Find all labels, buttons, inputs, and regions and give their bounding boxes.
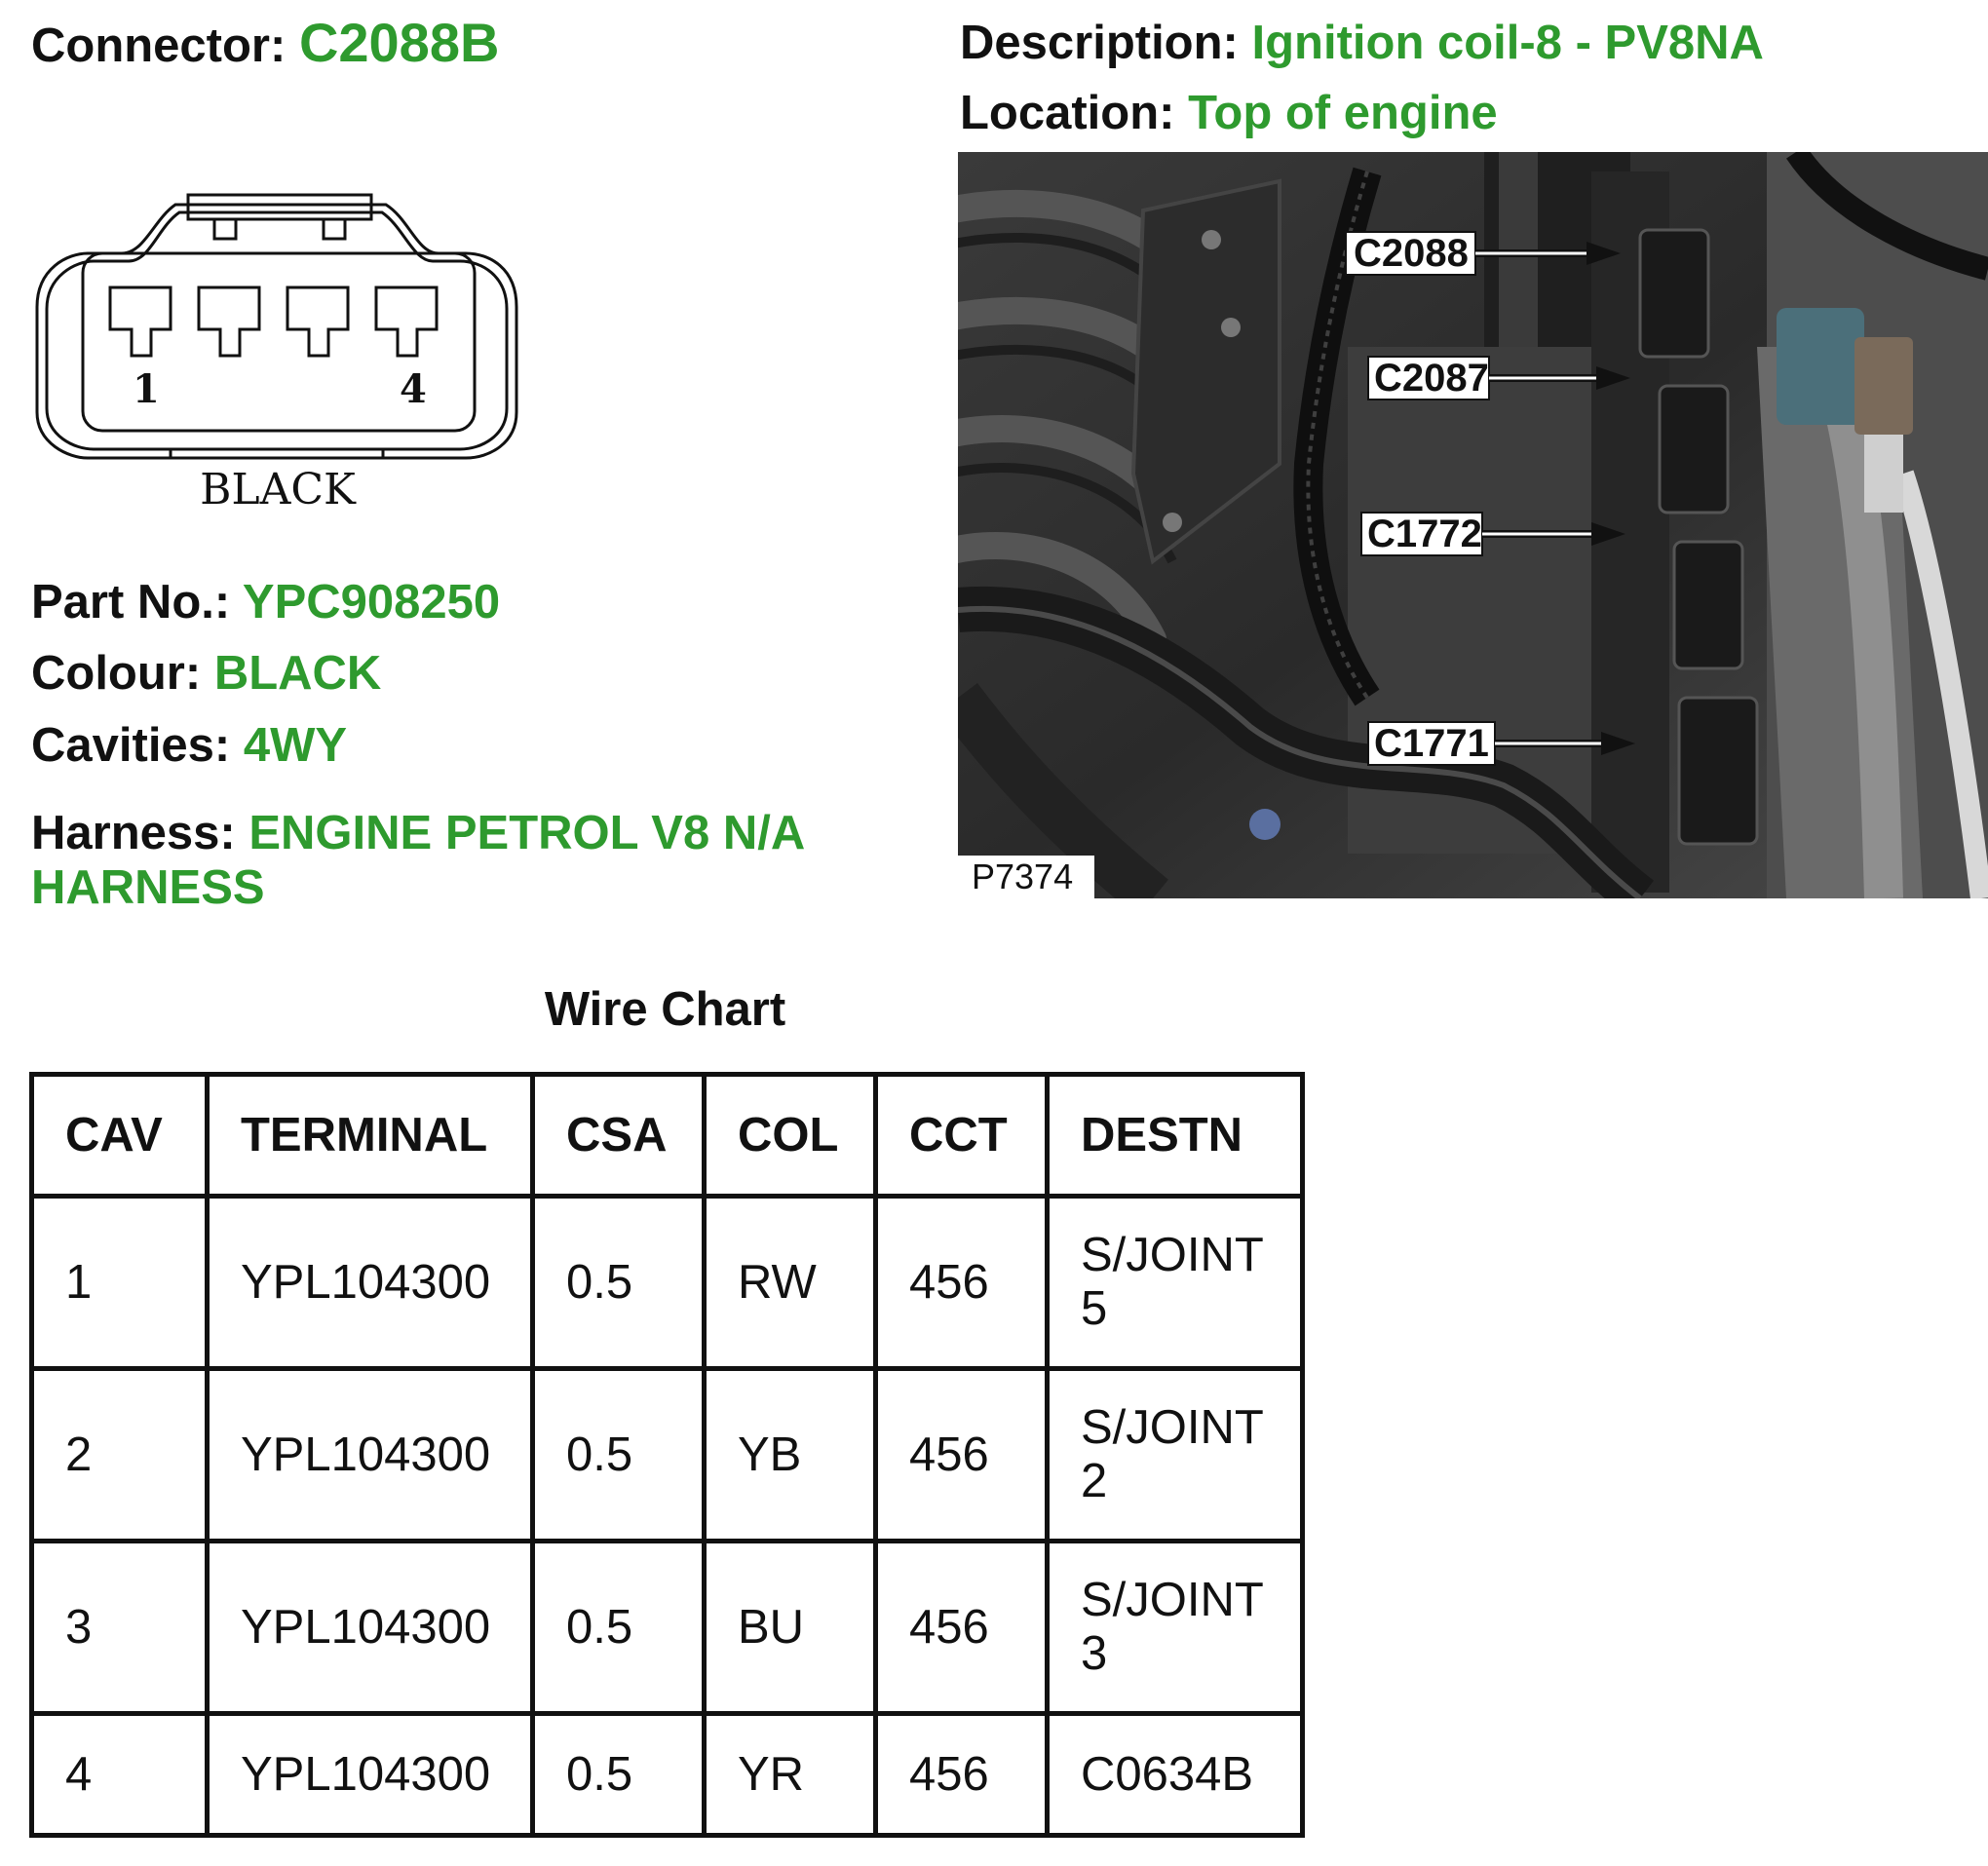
- cell-col: YB: [705, 1369, 876, 1542]
- cavities-field: [31, 718, 347, 773]
- colour-field: [31, 646, 381, 701]
- engine-location-photo: [958, 152, 1988, 898]
- harness-value: ENGINE PETROL V8 N/A HARNESS: [31, 807, 804, 914]
- header-csa: CSA: [533, 1075, 705, 1197]
- svg-text:C1772: C1772: [1367, 513, 1482, 555]
- table-row: [32, 1714, 1303, 1836]
- svg-text:C2087: C2087: [1374, 357, 1489, 400]
- connector-field: [31, 12, 500, 73]
- cell-cct: 456: [876, 1714, 1048, 1836]
- description-label: Description:: [960, 17, 1239, 69]
- cell-col: RW: [705, 1197, 876, 1369]
- cell-terminal: YPL104300: [208, 1714, 533, 1836]
- part-no-field: [31, 575, 500, 629]
- svg-text:C1771: C1771: [1374, 722, 1489, 765]
- pin-4-label: 4: [400, 366, 427, 412]
- header-destn: DESTN: [1048, 1075, 1303, 1197]
- terminal-2-cavity: [199, 287, 259, 356]
- cell-csa: 0.5: [533, 1542, 705, 1714]
- table-row: [32, 1542, 1303, 1714]
- cell-cct: 456: [876, 1542, 1048, 1714]
- cell-terminal: YPL104300: [208, 1542, 533, 1714]
- cavities-value: 4WY: [243, 719, 348, 772]
- connector-colour-label: BLACK: [200, 465, 356, 514]
- connector-value: C2088B: [298, 12, 500, 73]
- colour-label: Colour:: [31, 647, 202, 700]
- header-col: COL: [705, 1075, 876, 1197]
- wire-chart-header-row: [32, 1075, 1303, 1197]
- harness-field: [31, 806, 869, 915]
- harness-label: Harness:: [31, 807, 236, 859]
- wire-chart-title: Wire Chart: [544, 983, 786, 1036]
- terminal-1-cavity: [110, 287, 171, 356]
- description-value: Ignition coil-8 - PV8NA: [1251, 17, 1764, 69]
- cell-cav: 4: [32, 1714, 208, 1836]
- cell-destn: S/JOINT 5: [1048, 1197, 1303, 1369]
- cell-cav: 3: [32, 1542, 208, 1714]
- cell-csa: 0.5: [533, 1714, 705, 1836]
- description-field: [960, 16, 1764, 70]
- location-label: Location:: [960, 87, 1175, 139]
- table-row: [32, 1197, 1303, 1369]
- cell-cav: 1: [32, 1197, 208, 1369]
- header-cct: CCT: [876, 1075, 1048, 1197]
- photo-reference: P7374: [972, 857, 1074, 896]
- cell-col: YR: [705, 1714, 876, 1836]
- cell-csa: 0.5: [533, 1369, 705, 1542]
- cell-cct: 456: [876, 1197, 1048, 1369]
- header-cav: CAV: [32, 1075, 208, 1197]
- wire-chart-table: [29, 1072, 1305, 1838]
- pin-1-label: 1: [133, 366, 160, 412]
- terminal-3-cavity: [287, 287, 348, 356]
- part-no-value: YPC908250: [242, 576, 501, 628]
- connector-face-diagram: [29, 161, 526, 521]
- cavities-label: Cavities:: [31, 719, 231, 772]
- cell-terminal: YPL104300: [208, 1197, 533, 1369]
- cell-cct: 456: [876, 1369, 1048, 1542]
- part-no-label: Part No.:: [31, 576, 231, 628]
- header-terminal: TERMINAL: [208, 1075, 533, 1197]
- cell-terminal: YPL104300: [208, 1369, 533, 1542]
- cell-destn: C0634B: [1048, 1714, 1303, 1836]
- connector-label: Connector:: [31, 19, 287, 72]
- cell-cav: 2: [32, 1369, 208, 1542]
- location-field: [960, 86, 1498, 140]
- colour-value: BLACK: [213, 647, 382, 700]
- table-row: [32, 1369, 1303, 1542]
- cell-csa: 0.5: [533, 1197, 705, 1369]
- cell-col: BU: [705, 1542, 876, 1714]
- terminal-4-cavity: [376, 287, 437, 356]
- cell-destn: S/JOINT 3: [1048, 1542, 1303, 1714]
- location-value: Top of engine: [1188, 87, 1498, 139]
- svg-text:C2088: C2088: [1354, 232, 1469, 275]
- cell-destn: S/JOINT 2: [1048, 1369, 1303, 1542]
